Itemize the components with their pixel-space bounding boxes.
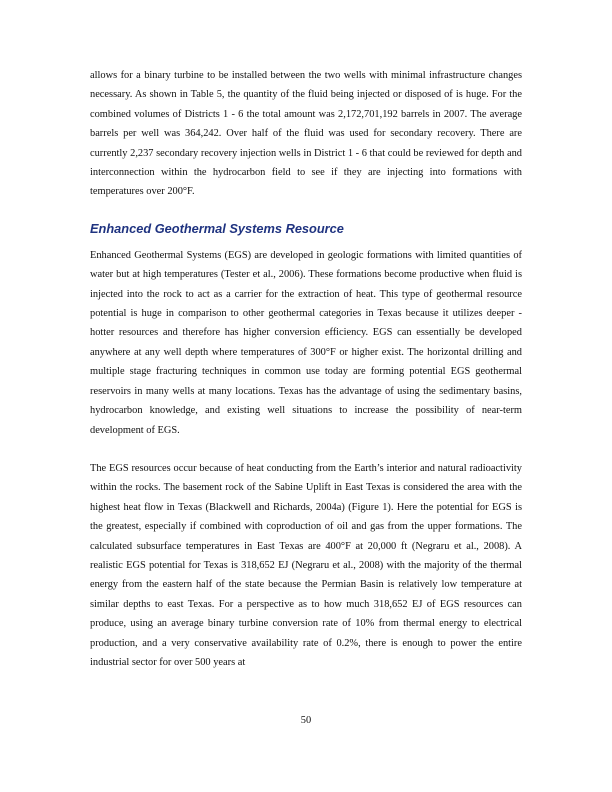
- paragraph-egs-definition: Enhanced Geothermal Systems (EGS) are developed in geologic formations with limited quantities of water but at high temperatures (Tester et al., 2006). These formations become productive when fluid is injected into the rock to act as a carrier for the extraction of heat. This type of geothermal resource potential is huge in comparison to other geothermal categories in Texas because it utilizes deeper - hotter resources and therefore has higher conversion efficiency. EGS can essentially be developed anywhere at any well depth where temperatures of 300°F or higher exist. The horizontal drilling and multiple stage fracturing techniques in common use today are forming potential EGS geothermal reservoirs in many wells at many locations. Texas has the advantage of using the sedimentary basins, hydrocarbon knowledge, and existing well situations to increase the possibility of near-term development of EGS.: [90, 249, 522, 436]
- section-heading: Enhanced Geothermal Systems Resource: [90, 220, 344, 236]
- page-body: [90, 66, 522, 672]
- paragraph-injection-volumes: allows for a binary turbine to be installed between the two wells with minimal infrastructure changes necessary. As shown in Table 5, the quantity of the fluid being injected or disposed of is huge. For the combined volumes of Districts 1 - 6 the total amount was 2,172,701,192 barrels in 2007. The average barrels per well was 364,242. Over half of the fluid was used for secondary recovery. There are currently 2,237 secondary recovery injection wells in District 1 - 6 that could be reviewed for depth and interconnection within the hydrocarbon field to see if they are injecting into formations with temperatures over 200°F.: [90, 70, 522, 198]
- paragraph-egs-resources: The EGS resources occur because of heat conducting from the Earth’s interior and natural radioactivity within the rocks. The basement rock of the Sabine Uplift in East Texas is considered the area with the highest heat flow in Texas (Blackwell and Richards, 2004a) (Figure 1). Here the potential for EGS is the greatest, especially if combined with coproduction of oil and gas from the upper formations. The calculated subsurface temperatures in East Texas are 400°F at 20,000 ft (Negraru et al., 2008). A realistic EGS potential for Texas is 318,652 EJ (Negraru et al., 2008) with the majority of the thermal energy from the eastern half of the state because the Permian Basin is relatively low temperature at similar depths to east Texas. For a perspective as to how much 318,652 EJ of EGS resources can produce, using an average binary turbine conversion rate of 10% from thermal energy to electrical production, and a very conservative availability rate of 0.2%, there is enough to power the entire industrial sector for over 500 years at: [90, 462, 522, 668]
- page-number: 50: [300, 715, 312, 726]
